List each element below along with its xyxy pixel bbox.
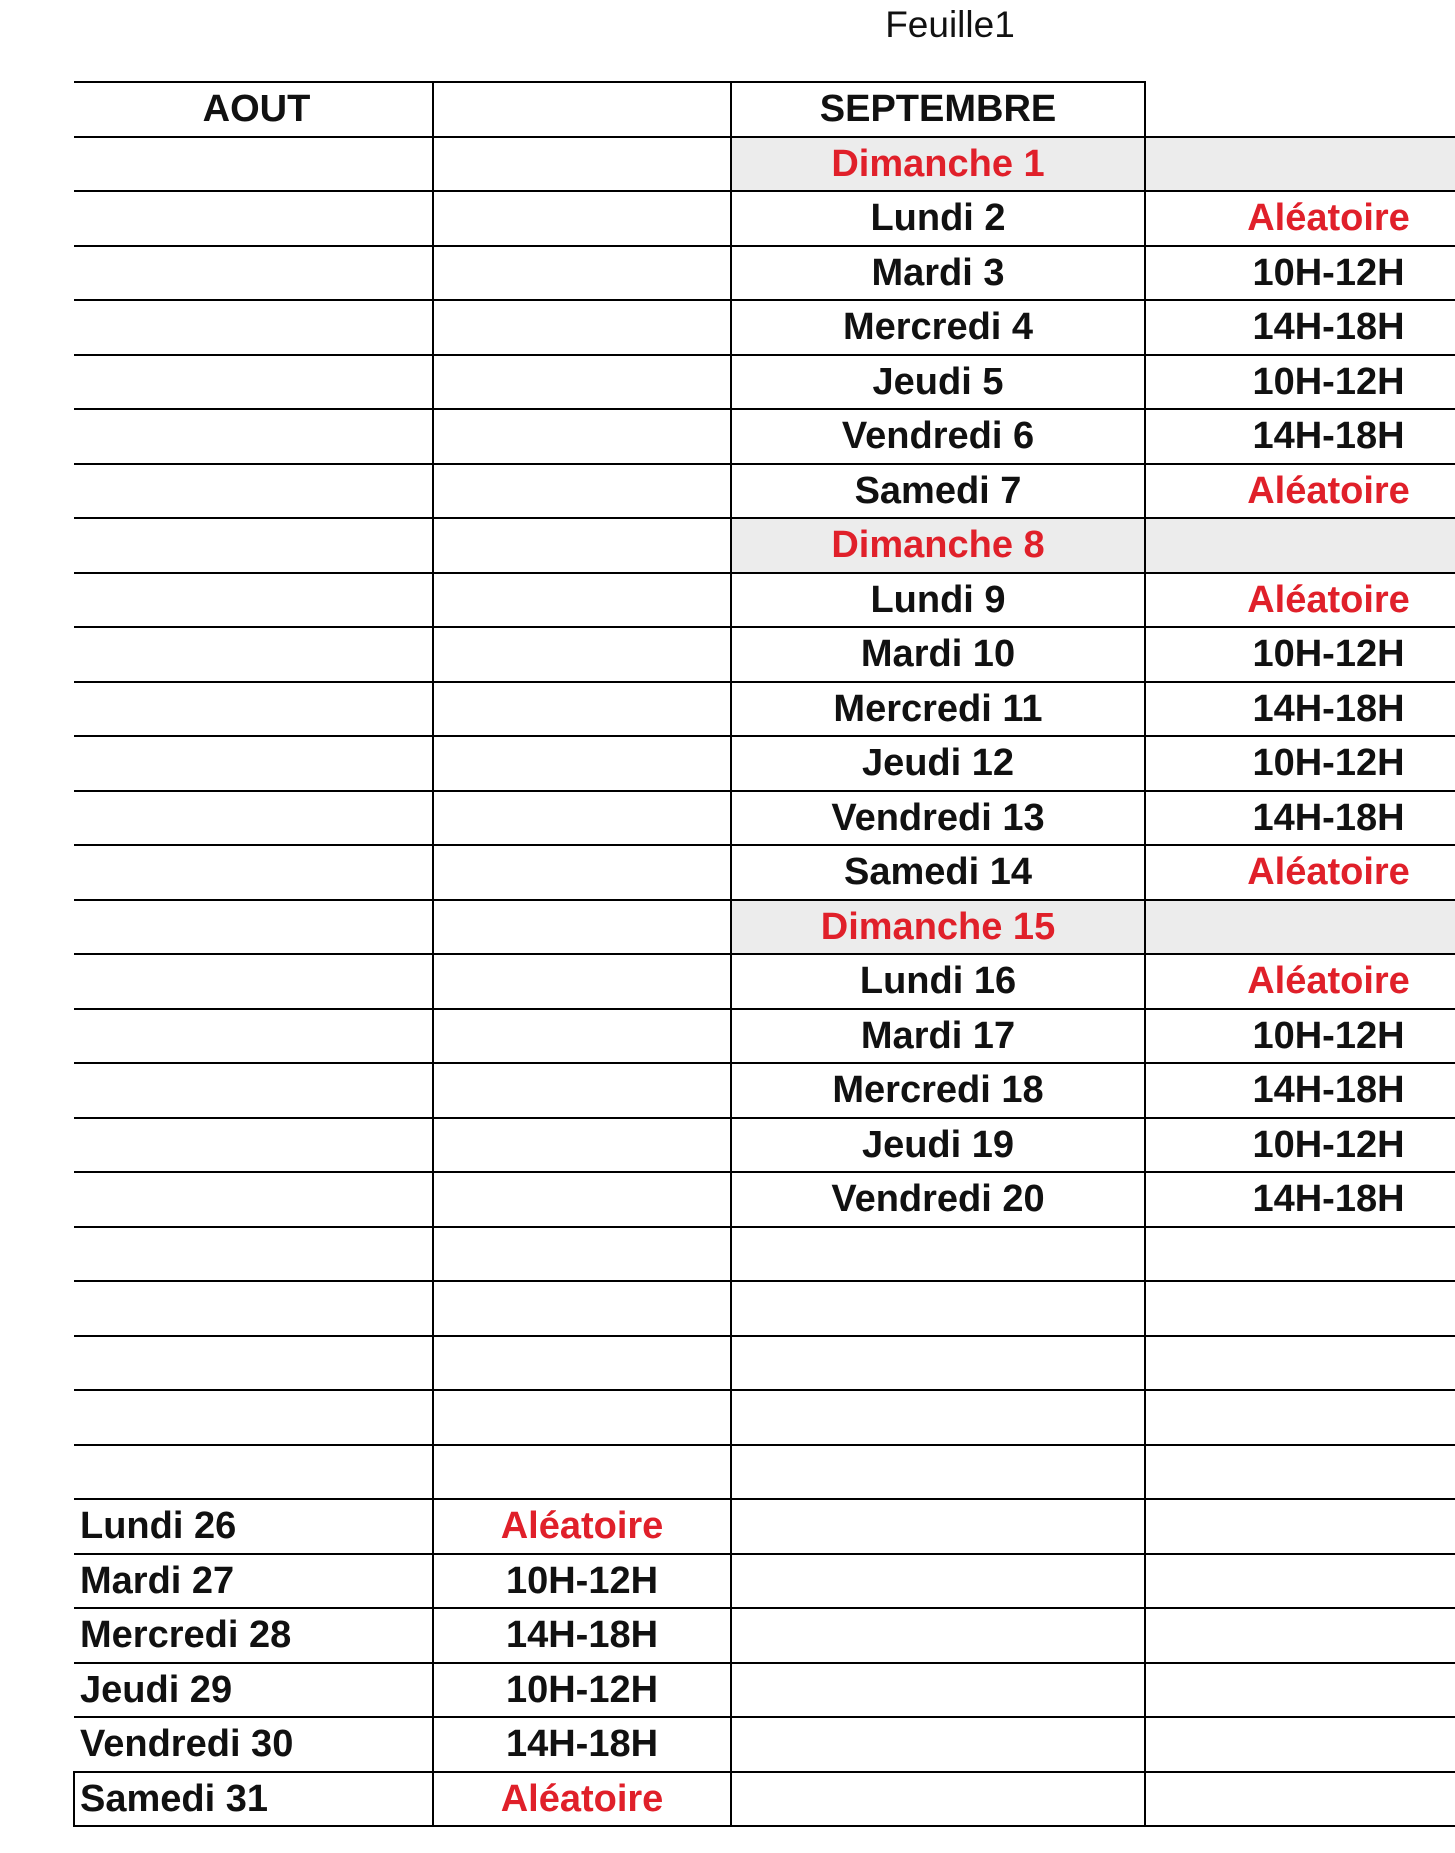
- row-divider: [74, 1716, 1455, 1718]
- row-divider: [74, 190, 1455, 192]
- septembre-slot-cell: 14H-18H: [1252, 687, 1405, 730]
- aout-day-cell: Samedi 31: [80, 1777, 268, 1820]
- row-divider: [74, 1335, 1455, 1337]
- aout-slot-cell: Aléatoire: [500, 1777, 664, 1820]
- septembre-slot-cell: [1145, 137, 1455, 191]
- row-divider: [74, 1171, 1455, 1173]
- row-divider: [74, 953, 1455, 955]
- septembre-day-cell: Jeudi 12: [861, 742, 1015, 784]
- row-divider: [74, 1062, 1455, 1064]
- septembre-day-cell: Mercredi 4: [842, 306, 1034, 348]
- row-divider: [74, 1607, 1455, 1609]
- row-divider: [74, 1389, 1455, 1391]
- sheet-title: Feuille1: [885, 4, 1015, 45]
- aout-slot-cell: Aléatoire: [500, 1505, 664, 1547]
- septembre-slot-cell: [1145, 518, 1455, 572]
- row-divider: [74, 1662, 1455, 1664]
- aout-day-cell: Vendredi 30: [80, 1723, 294, 1765]
- septembre-slot-cell: 10H-12H: [1252, 1014, 1405, 1057]
- aout-day-cell: Jeudi 29: [80, 1668, 233, 1711]
- septembre-day-cell: Lundi 16: [859, 960, 1017, 1002]
- column-divider: [432, 81, 434, 1826]
- septembre-day-cell: Lundi 2: [870, 197, 1006, 239]
- septembre-day-cell: Mercredi 11: [833, 687, 1043, 730]
- column-divider: [73, 1771, 75, 1828]
- septembre-day-cell: Lundi 9: [870, 578, 1006, 621]
- septembre-slot-cell: Aléatoire: [1247, 197, 1410, 239]
- septembre-slot-cell: 14H-18H: [1252, 1069, 1405, 1111]
- septembre-day-cell: Samedi 14: [844, 851, 1032, 893]
- row-divider: [74, 1498, 1455, 1500]
- row-divider: [74, 626, 1455, 628]
- row-divider: [74, 1825, 1455, 1827]
- column-divider: [1144, 81, 1146, 1826]
- septembre-slot-cell: Aléatoire: [1247, 960, 1410, 1002]
- septembre-sunday-cell: Dimanche 8: [731, 518, 1145, 572]
- septembre-sunday-cell: Dimanche 1: [731, 137, 1145, 191]
- septembre-slot-cell: 10H-12H: [1252, 251, 1405, 294]
- aout-day-cell: Mardi 27: [80, 1559, 235, 1602]
- septembre-day-cell: Vendredi 6: [841, 415, 1035, 457]
- row-divider: [74, 1226, 1455, 1228]
- septembre-day-cell: Samedi 7: [854, 469, 1022, 512]
- row-divider: [74, 844, 1455, 846]
- row-divider: [74, 735, 1455, 737]
- septembre-slot-cell: 10H-12H: [1252, 742, 1405, 784]
- row-divider: [74, 572, 1455, 574]
- row-divider: [74, 1553, 1455, 1555]
- septembre-slot-cell: 14H-18H: [1252, 796, 1405, 839]
- row-divider: [74, 354, 1455, 356]
- septembre-slot-cell: Aléatoire: [1247, 578, 1410, 621]
- septembre-day-cell: Jeudi 19: [861, 1123, 1015, 1166]
- aout-day-cell: Mercredi 28: [80, 1614, 292, 1656]
- septembre-slot-cell: 10H-12H: [1252, 360, 1405, 403]
- row-divider: [74, 1280, 1455, 1282]
- row-divider: [74, 899, 1455, 901]
- septembre-slot-cell: [1145, 900, 1455, 954]
- septembre-day-cell: Mardi 17: [860, 1014, 1016, 1057]
- septembre-sunday-cell: Dimanche 15: [731, 900, 1145, 954]
- septembre-slot-cell: Aléatoire: [1247, 851, 1410, 893]
- septembre-slot-cell: 14H-18H: [1252, 415, 1405, 457]
- septembre-day-cell: Mercredi 18: [832, 1069, 1044, 1111]
- septembre-slot-cell: 14H-18H: [1252, 306, 1405, 348]
- septembre-slot-cell: 10H-12H: [1252, 633, 1405, 675]
- aout-day-cell: Lundi 26: [80, 1505, 237, 1547]
- aout-slot-cell: 10H-12H: [505, 1559, 659, 1602]
- aout-slot-cell: 14H-18H: [505, 1614, 659, 1656]
- header-aout: AOUT: [202, 88, 311, 130]
- row-divider: [74, 299, 1455, 301]
- row-divider: [74, 790, 1455, 792]
- row-divider: [74, 136, 1455, 138]
- aout-slot-cell: 10H-12H: [505, 1668, 659, 1711]
- column-divider: [730, 81, 732, 1826]
- septembre-day-cell: Jeudi 5: [872, 360, 1004, 403]
- septembre-day-cell: Vendredi 13: [831, 796, 1045, 839]
- row-divider: [74, 81, 1145, 83]
- row-divider: [74, 463, 1455, 465]
- row-divider: [74, 245, 1455, 247]
- septembre-day-cell: Vendredi 20: [831, 1178, 1045, 1220]
- septembre-slot-cell: 14H-18H: [1252, 1178, 1405, 1220]
- aout-slot-cell: 14H-18H: [505, 1723, 659, 1765]
- septembre-slot-cell: 10H-12H: [1252, 1123, 1405, 1166]
- row-divider: [74, 1117, 1455, 1119]
- septembre-day-cell: Mardi 10: [860, 633, 1016, 675]
- septembre-day-cell: Mardi 3: [871, 251, 1005, 294]
- row-divider: [74, 1008, 1455, 1010]
- row-divider: [74, 517, 1455, 519]
- header-septembre: SEPTEMBRE: [819, 88, 1057, 130]
- row-divider: [74, 1444, 1455, 1446]
- row-divider: [74, 408, 1455, 410]
- row-divider: [74, 1771, 1455, 1773]
- row-divider: [74, 681, 1455, 683]
- septembre-slot-cell: Aléatoire: [1247, 469, 1410, 512]
